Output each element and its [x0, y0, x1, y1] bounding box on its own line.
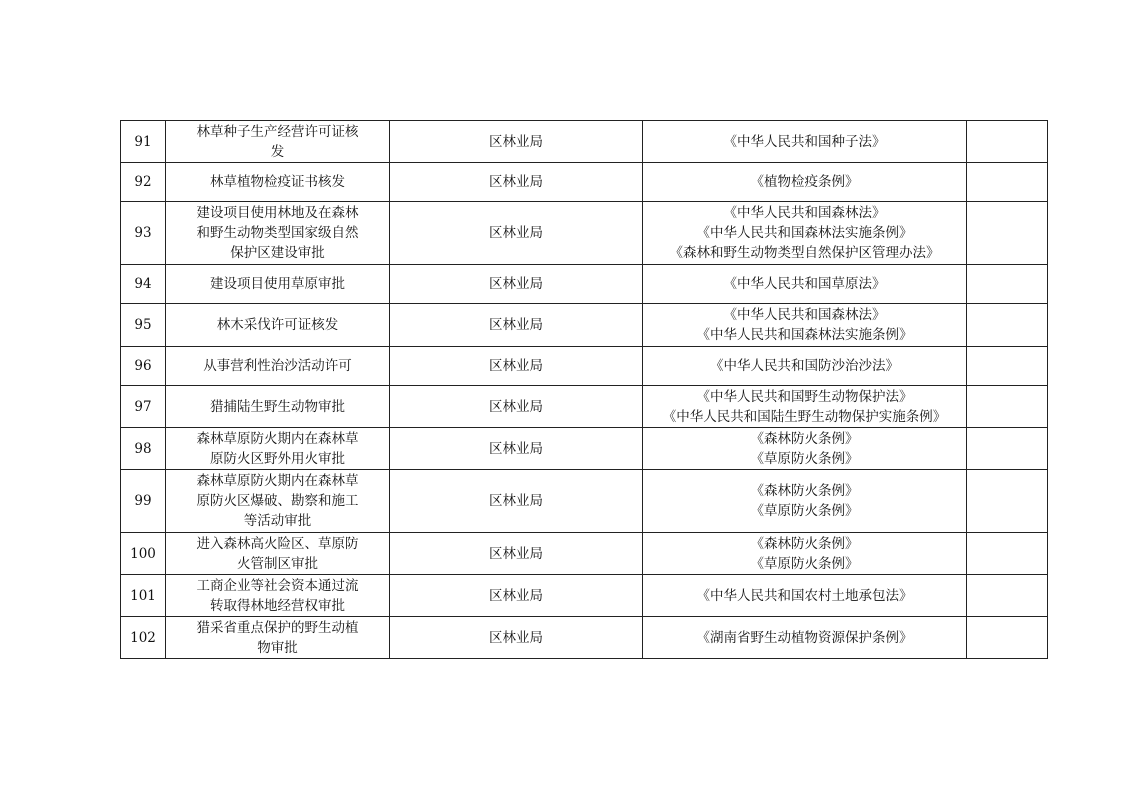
legal-basis-line: 《中华人民共和国草原法》 — [723, 276, 886, 292]
table-row — [121, 202, 1048, 265]
permits-table-body — [121, 121, 1048, 659]
item-name-line: 原防火区爆破、勘察和施工 — [196, 493, 359, 509]
department-cell: 区林业局 — [390, 265, 643, 304]
remarks-cell — [967, 347, 1048, 386]
legal-basis-line: 《中华人民共和国森林法》 — [723, 205, 886, 221]
item-name-line: 和野生动物类型国家级自然 — [196, 225, 359, 241]
item-name-line: 林草植物检疫证书核发 — [210, 174, 345, 190]
item-name-cell — [166, 470, 390, 533]
legal-basis-cell — [643, 428, 967, 470]
legal-basis-line: 《森林和野生动物类型自然保护区管理办法》 — [669, 245, 940, 261]
department-cell: 区林业局 — [390, 428, 643, 470]
item-name-line: 原防火区野外用火审批 — [210, 450, 345, 467]
department-cell: 区林业局 — [390, 304, 643, 347]
remarks-cell — [967, 533, 1048, 575]
item-name-line: 等活动审批 — [243, 513, 312, 529]
item-name-line: 林木采伐许可证核发 — [216, 317, 339, 333]
item-name-line: 从事营利性治沙活动许可 — [203, 358, 352, 374]
item-name-cell — [166, 265, 390, 304]
department-cell: 区林业局 — [390, 163, 643, 202]
legal-basis-cell — [643, 347, 967, 386]
department-cell: 区林业局 — [390, 470, 643, 533]
remarks-cell — [967, 121, 1048, 163]
item-name-line: 转取得林地经营权审批 — [210, 597, 345, 614]
item-name-line: 建设项目使用林地及在森林 — [196, 205, 359, 221]
legal-basis-line: 《中华人民共和国陆生野生动物保护实施条例》 — [662, 408, 947, 425]
row-number: 95 — [121, 304, 166, 347]
department-cell: 区林业局 — [390, 347, 643, 386]
item-name-line: 森林草原防火期内在森林草 — [196, 430, 359, 447]
row-number: 99 — [121, 470, 166, 533]
table-row — [121, 163, 1048, 202]
item-name-cell — [166, 428, 390, 470]
item-name-cell — [166, 304, 390, 347]
item-name-cell — [166, 617, 390, 659]
department-cell: 区林业局 — [390, 202, 643, 265]
department-cell: 区林业局 — [390, 617, 643, 659]
legal-basis-cell — [643, 386, 967, 428]
row-number: 101 — [121, 575, 166, 617]
item-name-line: 进入森林高火险区、草原防 — [196, 535, 359, 552]
remarks-cell — [967, 617, 1048, 659]
item-name-line: 物审批 — [257, 639, 298, 656]
department-cell: 区林业局 — [390, 533, 643, 575]
legal-basis-line: 《植物检疫条例》 — [750, 174, 859, 190]
legal-basis-cell — [643, 202, 967, 265]
legal-basis-line: 《中华人民共和国农村土地承包法》 — [696, 587, 913, 604]
remarks-cell — [967, 265, 1048, 304]
legal-basis-line: 《森林防火条例》 — [750, 535, 859, 552]
legal-basis-cell — [643, 121, 967, 163]
legal-basis-line: 《中华人民共和国野生动物保护法》 — [696, 388, 913, 405]
table-row — [121, 533, 1048, 575]
row-number: 97 — [121, 386, 166, 428]
legal-basis-line: 《草原防火条例》 — [750, 450, 859, 467]
row-number: 91 — [121, 121, 166, 163]
department-cell: 区林业局 — [390, 386, 643, 428]
table-row — [121, 428, 1048, 470]
item-name-cell — [166, 202, 390, 265]
table-row — [121, 265, 1048, 304]
item-name-line: 发 — [270, 143, 285, 160]
row-number: 100 — [121, 533, 166, 575]
remarks-cell — [967, 304, 1048, 347]
legal-basis-cell — [643, 575, 967, 617]
legal-basis-line: 《草原防火条例》 — [750, 503, 859, 519]
item-name-line: 保护区建设审批 — [230, 245, 325, 261]
legal-basis-cell — [643, 533, 967, 575]
legal-basis-line: 《草原防火条例》 — [750, 555, 859, 572]
legal-basis-line: 《湖南省野生动植物资源保护条例》 — [696, 629, 913, 646]
item-name-line: 建设项目使用草原审批 — [210, 276, 345, 292]
row-number: 93 — [121, 202, 166, 265]
table-row — [121, 575, 1048, 617]
row-number: 102 — [121, 617, 166, 659]
table-row — [121, 617, 1048, 659]
legal-basis-line: 《中华人民共和国种子法》 — [723, 133, 886, 150]
legal-basis-line: 《中华人民共和国森林法实施条例》 — [696, 327, 913, 343]
remarks-cell — [967, 428, 1048, 470]
remarks-cell — [967, 163, 1048, 202]
legal-basis-cell — [643, 265, 967, 304]
legal-basis-line: 《中华人民共和国防沙治沙法》 — [710, 358, 899, 374]
item-name-cell — [166, 121, 390, 163]
remarks-cell — [967, 470, 1048, 533]
department-cell: 区林业局 — [390, 575, 643, 617]
table-row — [121, 386, 1048, 428]
table-row — [121, 470, 1048, 533]
item-name-line: 猎捕陆生野生动物审批 — [210, 398, 345, 415]
table-row — [121, 121, 1048, 163]
row-number: 96 — [121, 347, 166, 386]
legal-basis-cell — [643, 163, 967, 202]
table-row — [121, 347, 1048, 386]
table-row — [121, 304, 1048, 347]
item-name-cell — [166, 347, 390, 386]
legal-basis-line: 《森林防火条例》 — [750, 430, 859, 447]
row-number: 92 — [121, 163, 166, 202]
department-cell: 区林业局 — [390, 121, 643, 163]
item-name-line: 猎采省重点保护的野生动植 — [196, 619, 359, 636]
permits-table — [120, 120, 1048, 659]
item-name-cell — [166, 386, 390, 428]
remarks-cell — [967, 575, 1048, 617]
row-number: 94 — [121, 265, 166, 304]
item-name-cell — [166, 575, 390, 617]
item-name-line: 森林草原防火期内在森林草 — [196, 473, 359, 489]
remarks-cell — [967, 202, 1048, 265]
row-number: 98 — [121, 428, 166, 470]
item-name-line: 林草种子生产经营许可证核 — [196, 123, 359, 140]
legal-basis-line: 《中华人民共和国森林法》 — [723, 307, 886, 323]
item-name-line: 火管制区审批 — [237, 555, 318, 572]
item-name-line: 工商企业等社会资本通过流 — [196, 577, 359, 594]
legal-basis-line: 《森林防火条例》 — [750, 483, 859, 499]
legal-basis-line: 《中华人民共和国森林法实施条例》 — [696, 225, 913, 241]
legal-basis-cell — [643, 304, 967, 347]
legal-basis-cell — [643, 470, 967, 533]
remarks-cell — [967, 386, 1048, 428]
legal-basis-cell — [643, 617, 967, 659]
item-name-cell — [166, 163, 390, 202]
item-name-cell — [166, 533, 390, 575]
